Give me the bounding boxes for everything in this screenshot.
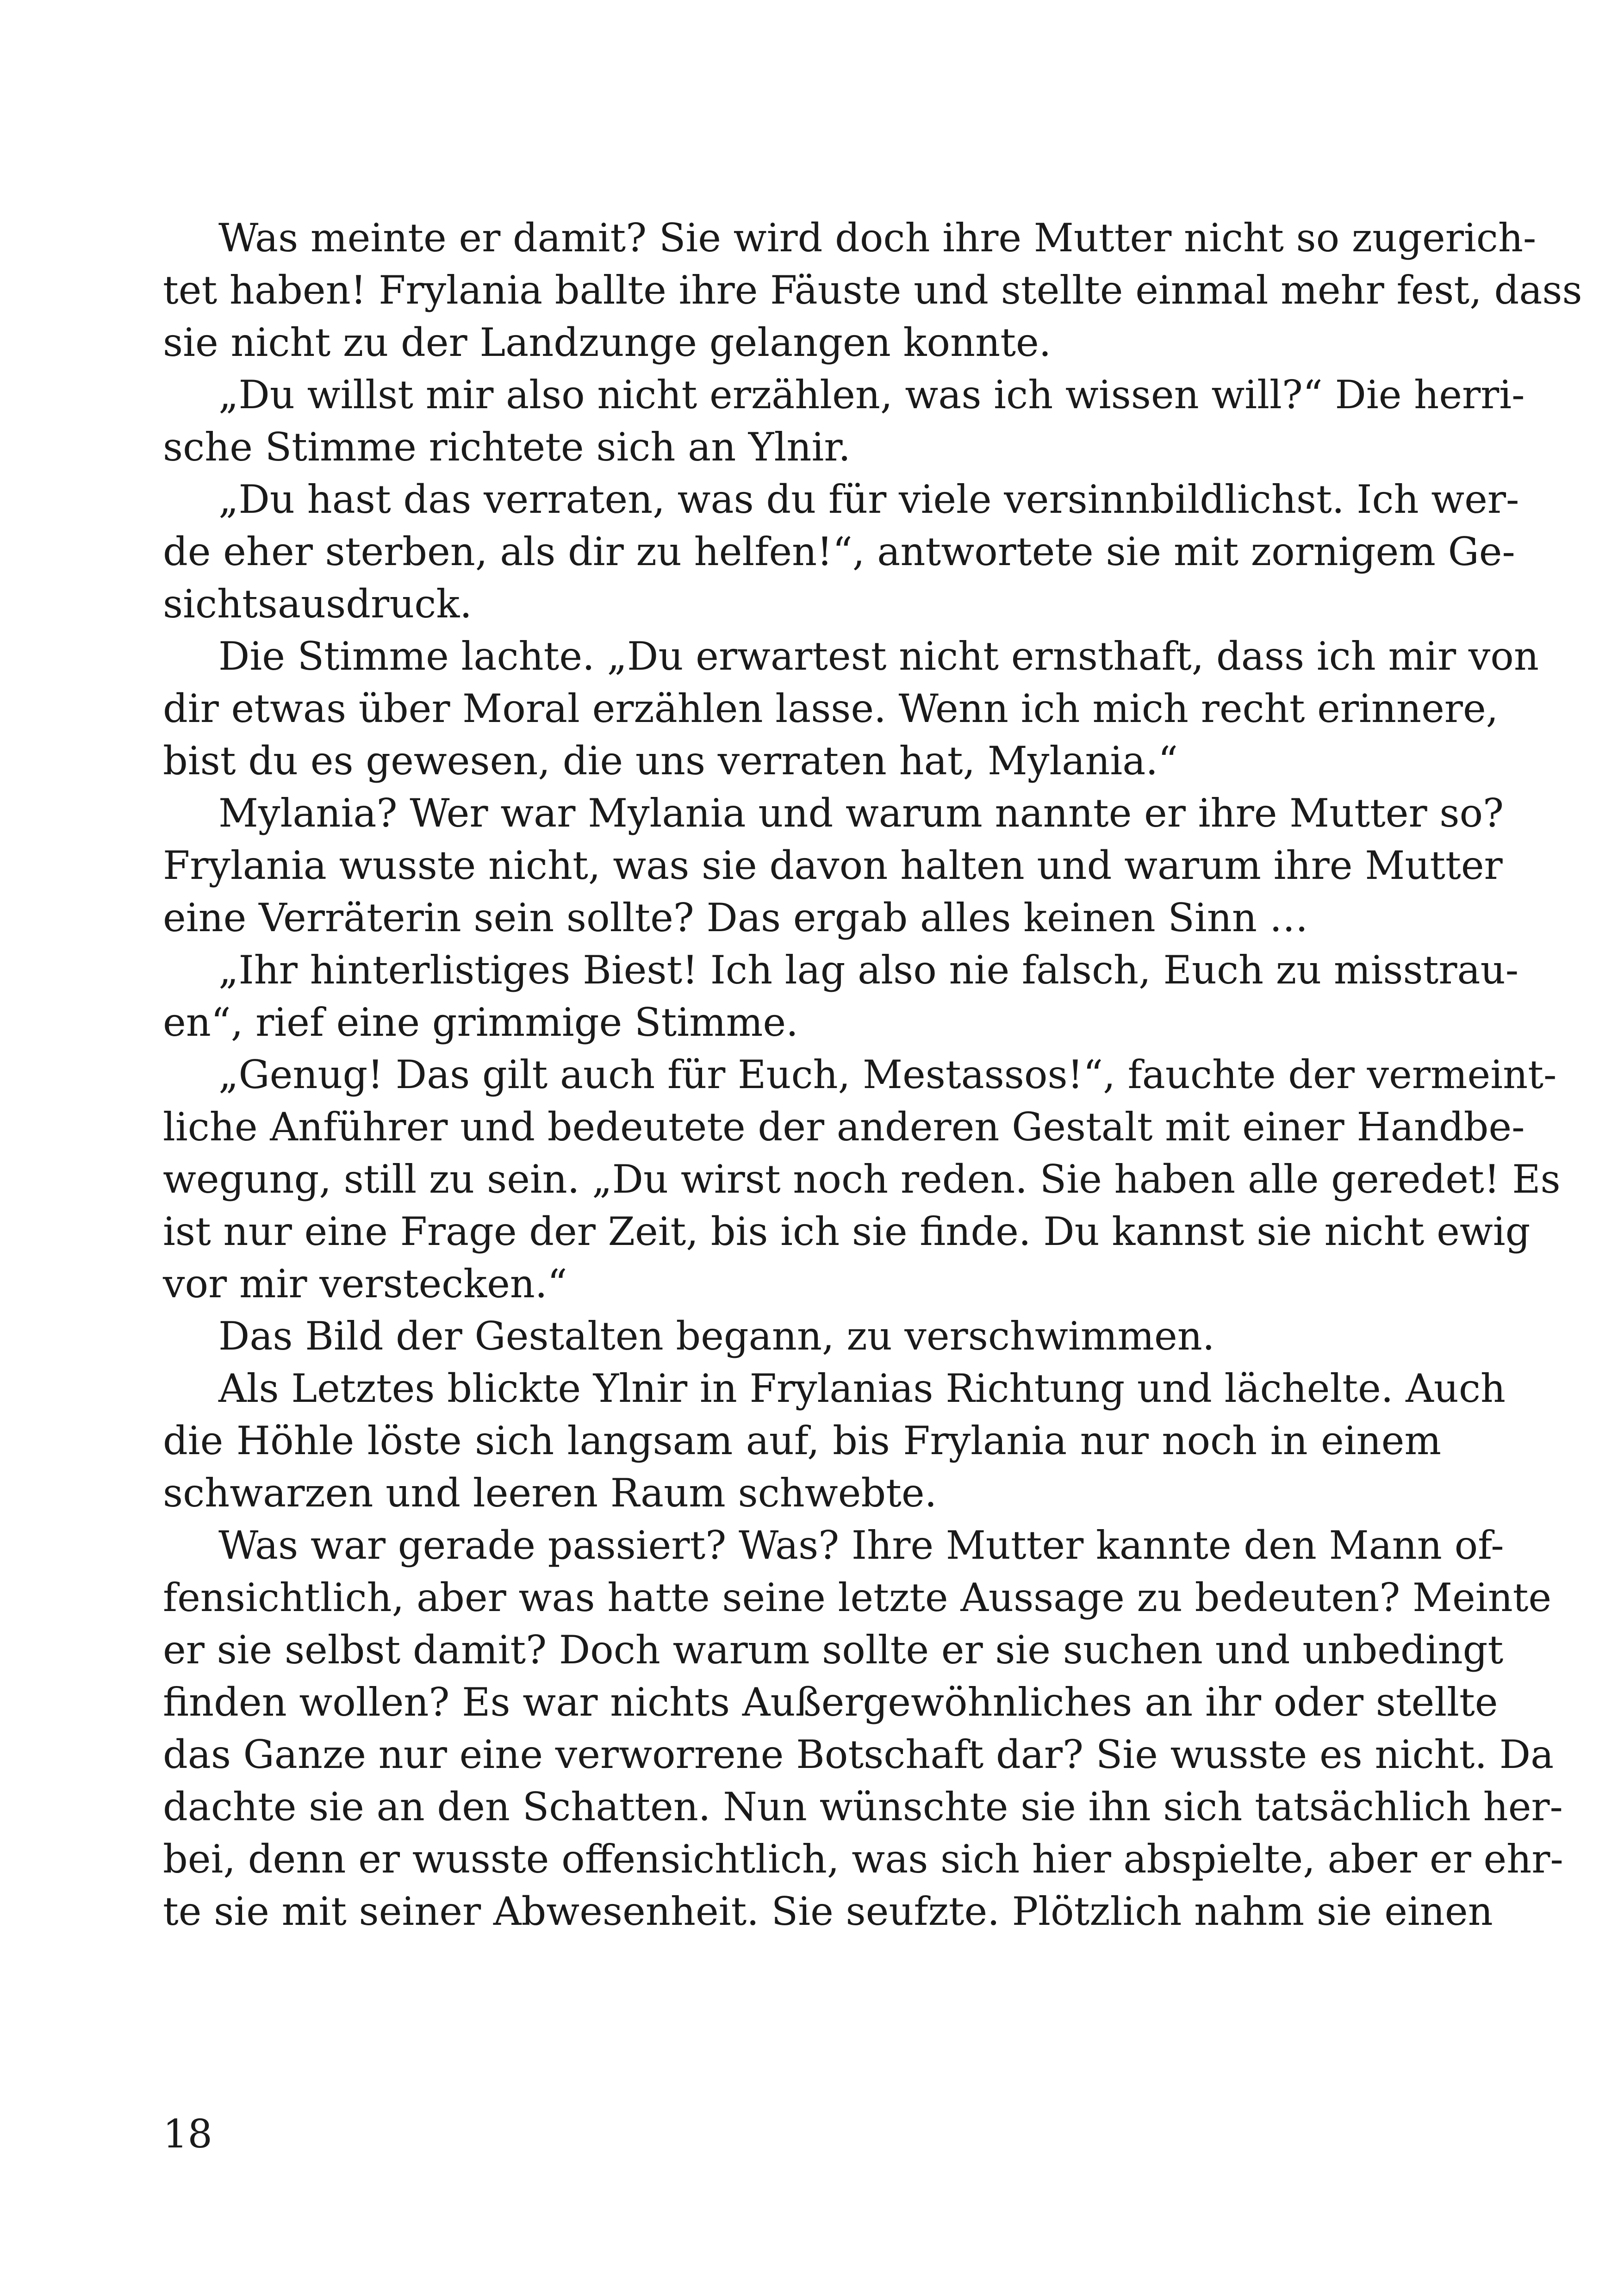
text-line: bei, denn er wusste offensichtlich, was sich hier abspielte, aber er ehr- bbox=[163, 1836, 1563, 1882]
text-line: Die Stimme lachte. „Du erwartest nicht ernsthaft, dass ich mir von bbox=[218, 634, 1539, 679]
text-line: liche Anführer und bedeutete der anderen Gestalt mit einer Handbe- bbox=[163, 1104, 1525, 1150]
text-line: Als Letztes blickte Ylnir in Frylanias Richtung und lächelte. Auch bbox=[218, 1366, 1506, 1411]
text-line: das Ganze nur eine verworrene Botschaft dar? Sie wusste es nicht. Da bbox=[163, 1732, 1554, 1777]
text-line: „Du hast das verraten, was du für viele versinnbildlichst. Ich wer- bbox=[218, 477, 1519, 522]
text-line: tet haben! Frylania ballte ihre Fäuste und stellte einmal mehr fest, dass bbox=[163, 268, 1582, 313]
text-line: schwarzen und leeren Raum schwebte. bbox=[163, 1470, 937, 1516]
page-number: 18 bbox=[163, 2111, 212, 2157]
text-line: Was war gerade passiert? Was? Ihre Mutter kannte den Mann of- bbox=[218, 1523, 1504, 1568]
text-line: Mylania? Wer war Mylania und warum nannte er ihre Mutter so? bbox=[218, 790, 1504, 836]
text-line: vor mir verstecken.“ bbox=[163, 1261, 567, 1307]
text-line: er sie selbst damit? Doch warum sollte er sie suchen und unbedingt bbox=[163, 1627, 1504, 1673]
text-line: sche Stimme richtete sich an Ylnir. bbox=[163, 424, 851, 470]
text-line: de eher sterben, als dir zu helfen!“, antwortete sie mit zornigem Ge- bbox=[163, 529, 1515, 574]
text-line: ist nur eine Frage der Zeit, bis ich sie finde. Du kannst sie nicht ewig bbox=[163, 1209, 1531, 1254]
text-line: fensichtlich, aber was hatte seine letzte Aussage zu bedeuten? Meinte bbox=[163, 1575, 1552, 1620]
text-line: Was meinte er damit? Sie wird doch ihre Mutter nicht so zugerich- bbox=[218, 215, 1537, 261]
text-line: wegung, still zu sein. „Du wirst noch reden. Sie haben alle geredet! Es bbox=[163, 1157, 1561, 1202]
text-line: die Höhle löste sich langsam auf, bis Frylania nur noch in einem bbox=[163, 1418, 1441, 1463]
text-line: Das Bild der Gestalten begann, zu verschwimmen. bbox=[218, 1313, 1215, 1359]
text-line: eine Verräterin sein sollte? Das ergab alles keinen Sinn … bbox=[163, 895, 1308, 940]
text-line: Frylania wusste nicht, was sie davon halten und warum ihre Mutter bbox=[163, 843, 1503, 888]
text-line: sichtsausdruck. bbox=[163, 581, 472, 627]
text-line: dir etwas über Moral erzählen lasse. Wenn ich mich recht erinnere, bbox=[163, 686, 1499, 731]
text-line: sie nicht zu der Landzunge gelangen konnte. bbox=[163, 320, 1052, 365]
text-line: te sie mit seiner Abwesenheit. Sie seufzte. Plötzlich nahm sie einen bbox=[163, 1889, 1493, 1934]
text-line: „Genug! Das gilt auch für Euch, Mestassos!“, fauchte der vermeint- bbox=[218, 1052, 1557, 1097]
text-line: „Du willst mir also nicht erzählen, was ich wissen will?“ Die herri- bbox=[218, 372, 1525, 417]
text-line: finden wollen? Es war nichts Außergewöhnliches an ihr oder stellte bbox=[163, 1680, 1498, 1725]
text-line: bist du es gewesen, die uns verraten hat, Mylania.“ bbox=[163, 738, 1178, 784]
text-line: „Ihr hinterlistiges Biest! Ich lag also nie falsch, Euch zu misstrau- bbox=[218, 947, 1519, 993]
text-line: dachte sie an den Schatten. Nun wünschte sie ihn sich tatsächlich her- bbox=[163, 1784, 1563, 1829]
text-line: en“, rief eine grimmige Stimme. bbox=[163, 1000, 798, 1045]
